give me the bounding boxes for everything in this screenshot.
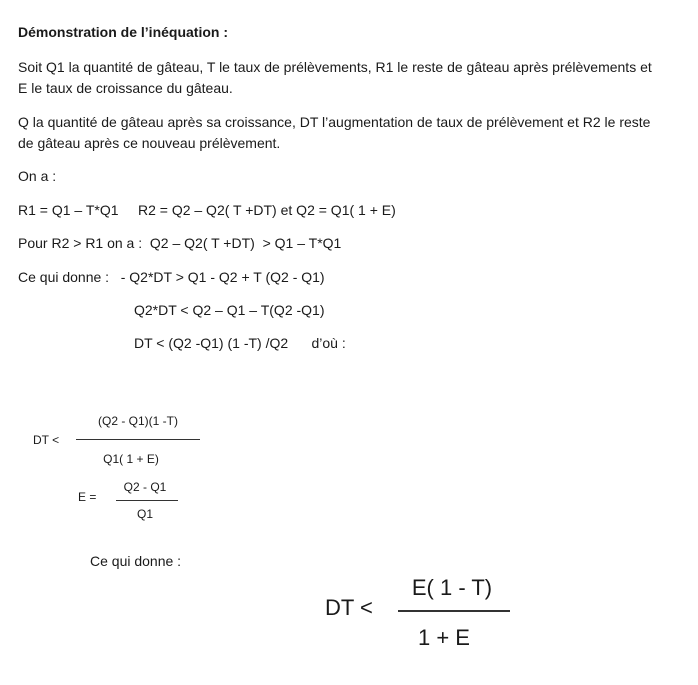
final-formula-fraction xyxy=(398,574,510,654)
derivation-step-3: DT < (Q2 -Q1) (1 -T) /Q2 d’où : xyxy=(134,335,346,351)
formula-dt-lhs: DT < xyxy=(33,433,60,447)
document-title: Démonstration de l’inéquation : xyxy=(18,24,229,40)
derivation-step-2: Q2*DT < Q2 – Q1 – T(Q2 -Q1) xyxy=(134,302,325,318)
formula-e-numerator: Q2 - Q1 xyxy=(123,480,167,494)
formula-e-fraction-bar xyxy=(116,500,178,501)
formula-e-lhs: E = xyxy=(78,490,97,504)
final-formula-lhs: DT < xyxy=(325,595,373,620)
paragraph-2-line-2: de gâteau après ce nouveau prélèvement. xyxy=(18,135,281,151)
paragraph-2-line-1: Q la quantité de gâteau après sa croissance, DT l’augmentation de taux de prélèvement et R2 le reste xyxy=(18,114,651,130)
final-formula-denominator: 1 + E xyxy=(418,625,470,650)
on-a-label: On a : xyxy=(18,168,57,184)
formula-e-fraction xyxy=(112,478,178,526)
inequality-line: Pour R2 > R1 on a : Q2 – Q2( T +DT) > Q1 – T*Q1 xyxy=(18,235,342,251)
formula-dt-fraction-bar xyxy=(76,439,200,440)
final-formula-numerator: E( 1 - T) xyxy=(411,575,493,600)
paragraph-1-line-2: E le taux de croissance du gâteau. xyxy=(18,80,233,96)
formula-e-denominator: Q1 xyxy=(136,507,153,521)
conclusion-label: Ce qui donne : xyxy=(90,553,182,569)
formula-dt-denominator: Q1( 1 + E) xyxy=(103,452,159,466)
equations-line: R1 = Q1 – T*Q1 R2 = Q2 – Q2( T +DT) et Q2 = Q1( 1 + E) xyxy=(18,202,396,218)
formula-dt-fraction xyxy=(76,412,200,472)
formula-dt-numerator: (Q2 - Q1)(1 -T) xyxy=(98,414,178,428)
final-formula-fraction-bar xyxy=(398,610,510,612)
paragraph-1-line-1: Soit Q1 la quantité de gâteau, T le taux de prélèvements, R1 le reste de gâteau après prélèvements et xyxy=(18,59,652,75)
derivation-step-1: Ce qui donne : - Q2*DT > Q1 - Q2 + T (Q2 - Q1) xyxy=(18,269,325,285)
